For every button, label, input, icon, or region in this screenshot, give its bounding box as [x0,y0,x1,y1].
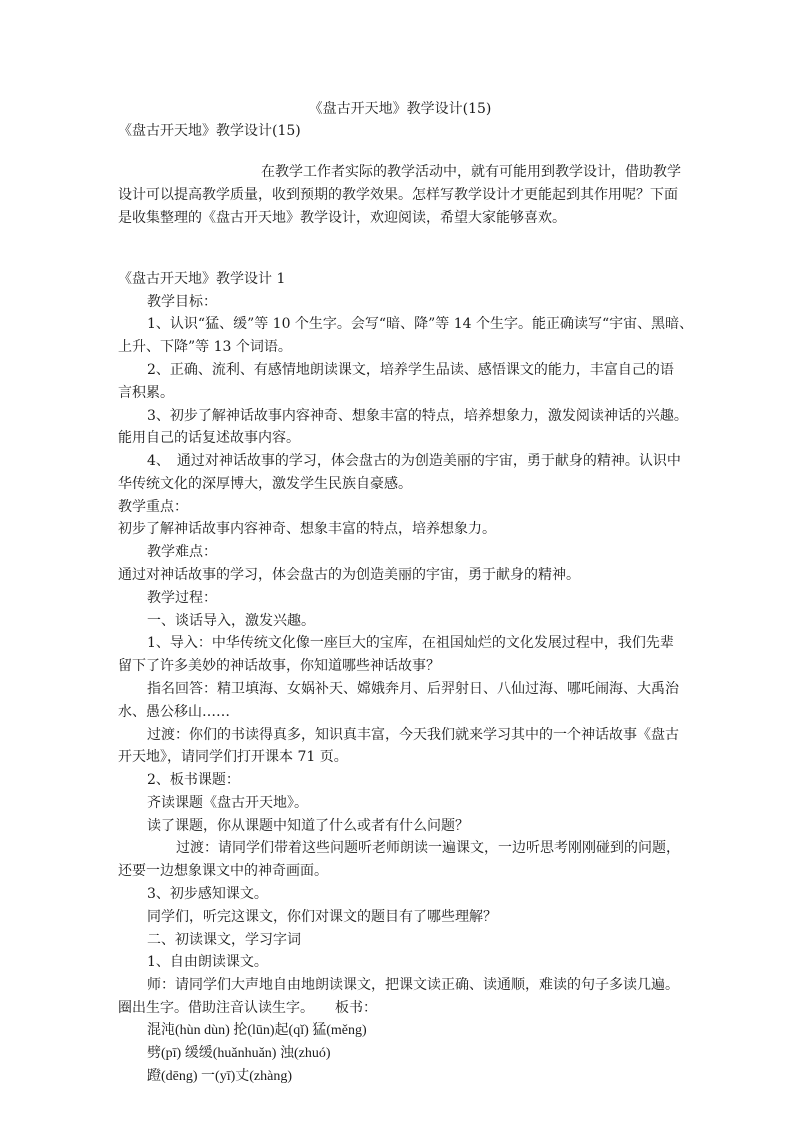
text-line: 2、正确、流利、有感情地朗读课文，培养学生品读、感悟课文的能力，丰富自己的语 [147,362,674,378]
text-line: 1、自由朗读课文。 [147,954,268,970]
doc-subtitle: 《盘古开天地》教学设计(15) [118,123,301,139]
text-line: 3、初步感知课文。 [147,886,268,902]
text-line: 3、初步了解神话故事内容神奇、想象丰富的特点，培养想象力，激发阅读神话的兴趣。 [147,408,688,424]
text-line: 留下了许多美妙的神话故事，你知道哪些神话故事？ [118,658,440,674]
text-line: 能用自己的话复述故事内容。 [118,430,300,446]
intro-line: 是收集整理的《盘古开天地》教学设计，欢迎阅读，希望大家能够喜欢。 [118,210,566,226]
pinyin-line: 劈(pī) 缓缓(huǎnhuǎn) 浊(zhuó) [147,1046,331,1061]
text-line: 指名回答：精卫填海、女娲补天、嫦娥奔月、后羿射日、八仙过海、哪吒闹海、大禹治 [147,681,679,697]
text-line: 还要一边想象课文中的神奇画面。 [118,863,328,879]
pinyin-line: 蹬(dēng) 一(yī)丈(zhàng) [147,1069,293,1084]
text-line: 二、初读课文，学习字词 [147,932,301,948]
text-line: 言积累。 [118,385,174,401]
text-line: 教学目标： [147,294,217,310]
text-line: 过渡：请同学们带着这些问题听老师朗读一遍课文，一边听思考刚刚碰到的问题， [176,840,680,856]
text-line: 上升、下降”等 13 个词语。 [118,339,292,355]
text-line: 1、导入：中华传统文化像一座巨大的宝库，在祖国灿烂的文化发展过程中，我们先辈 [147,635,674,651]
text-line: 1、认识“猛、缓”等 10 个生字。会写“暗、降”等 14 个生字。能正确读写“宇宙、黑暗、 [147,316,694,332]
text-line: 2、板书课题： [147,772,240,788]
intro-line: 在教学工作者实际的教学活动中，就有可能用到教学设计，借助教学 [261,164,681,180]
text-line: 一、谈话导入，激发兴趣。 [147,613,315,629]
intro-line: 设计可以提高教学质量，收到预期的教学效果。怎样写教学设计才更能起到其作用呢？下面 [118,187,678,203]
text-line: 齐读课题《盘古开天地》。 [147,795,308,811]
text-line: 师：请同学们大声地自由地朗读课文，把课文读正确、读通顺，难读的句子多读几遍。 [147,977,679,993]
text-line: 教学难点： [147,544,217,560]
text-line: 通过对神话故事的学习，体会盘古的为创造美丽的宇宙，勇于献身的精神。 [118,567,580,583]
text-line: 开天地》，请同学们打开课本 71 页。 [118,749,348,765]
text-line: 圈出生字。借助注音认读生字。 板书： [118,1000,377,1016]
text-line: 华传统文化的深厚博大，激发学生民族自豪感。 [118,476,412,492]
text-line: 教学过程： [147,590,217,606]
pinyin-line: 混沌(hùn dùn) 抡(lūn)起(qǐ) 猛(měng) [147,1023,367,1038]
doc-title: 《盘古开天地》教学设计(15) [308,101,492,117]
text-line: 初步了解神话故事内容神奇、想象丰富的特点，培养想象力。 [118,521,496,537]
text-line: 4、 通过对神话故事的学习，体会盘古的为创造美丽的宇宙，勇于献身的精神。认识中 [147,453,681,469]
text-line: 读了课题，你从课题中知道了什么或者有什么问题？ [147,818,469,834]
section-heading: 《盘古开天地》教学设计 1 [118,271,286,287]
text-line: 同学们，听完这课文，你们对课文的题目有了哪些理解？ [147,909,497,925]
text-line: 水、愚公移山…… [118,704,230,720]
text-line: 教学重点： [118,499,188,515]
text-line: 过渡：你们的书读得真多，知识真丰富，今天我们就来学习其中的一个神话故事《盘古 [147,727,679,743]
